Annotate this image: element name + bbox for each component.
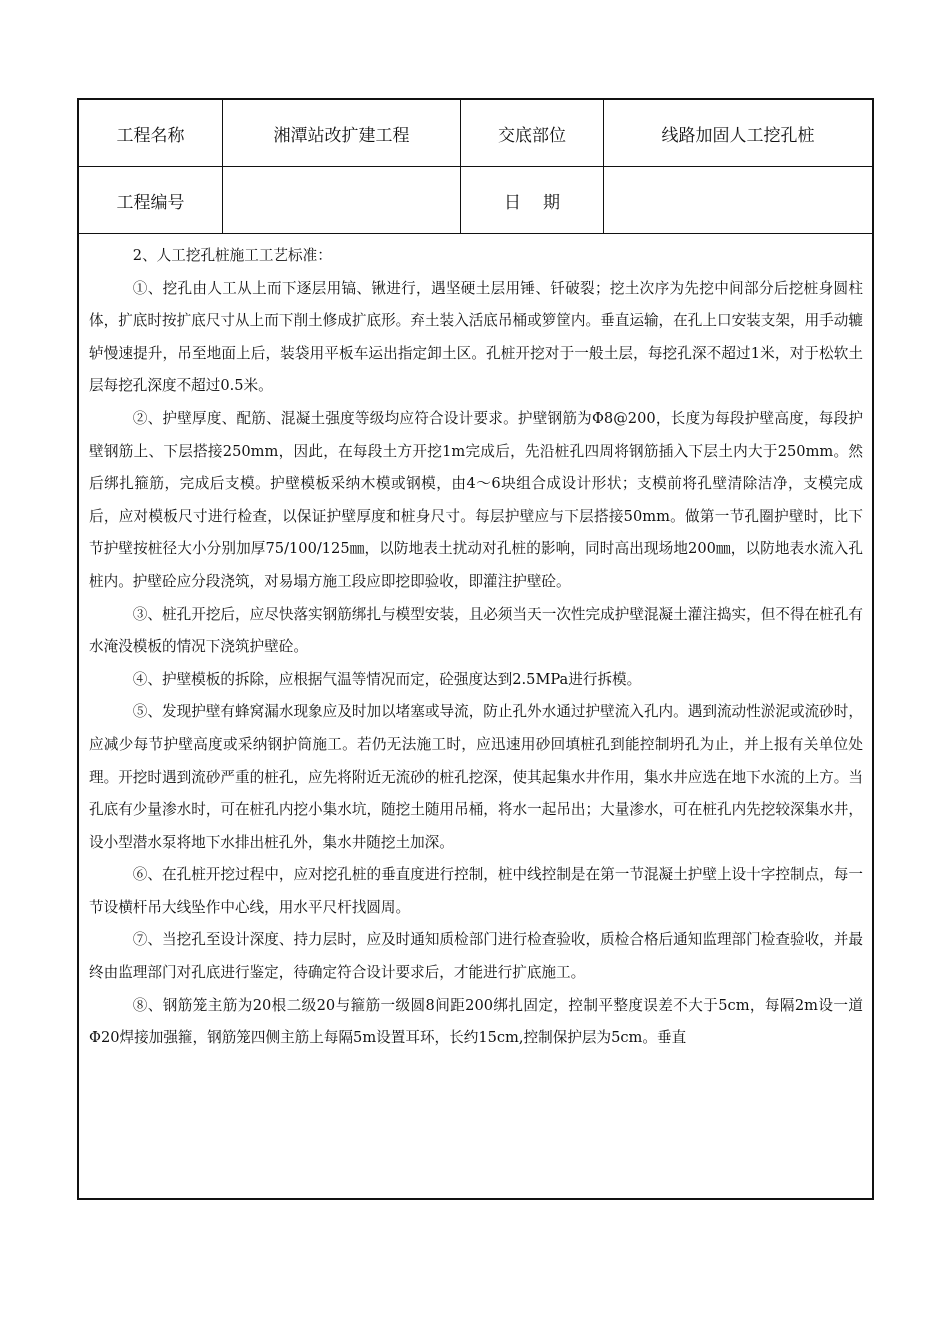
paragraph: ④、护壁模板的拆除，应根据气温等情况而定，砼强度达到2.5MPa进行拆模。 <box>132 670 642 688</box>
project-name-label: 工程名称 <box>79 100 223 166</box>
paragraph: ①、挖孔由人工从上而下逐层用镐、锹进行，遇坚硬土层用锤、钎破裂；挖土次序为先挖中间部分后挖桩身圆柱体，扩底时按扩底尺寸从上而下削土修成扩底形。弃土装入活底吊桶或箩筐内。垂直运输，在孔上口安装支架，用手动辘轳慢速提升，吊至地面上后，装袋用平板车运出指定卸土区。孔桩开挖对于一般土层，每挖孔深不超过1米，对于松软土层每挖孔深度不超过0.5米。 <box>89 279 863 395</box>
paragraph: ⑤、发现护壁有蜂窝漏水现象应及时加以堵塞或导流，防止孔外水通过护壁流入孔内。遇到流动性淤泥或流砂时，应减少每节护壁高度或采纳钢护筒施工。若仍无法施工时，应迅速用砂回填桩孔到能控制坍孔为止，并上报有关单位处理。开挖时遇到流砂严重的桩孔，应先将附近无流砂的桩孔挖深，使其起集水井作用，集水井应选在地下水流的上方。当孔底有少量渗水时，可在桩孔内挖小集水坑，随挖土随用吊桶，将水一起吊出；大量渗水，可在桩孔内先挖较深集水井，设小型潜水泵将地下水排出桩孔外，集水井随挖土加深。 <box>89 703 863 851</box>
position-value: 线路加固人工挖孔桩 <box>661 125 815 146</box>
paragraph: ⑥、在孔桩开挖过程中，应对挖孔桩的垂直度进行控制，桩中线控制是在第一节混凝土护壁上设十字控制点，每一节设横杆吊大线坠作中心线，用水平尺杆找圆周。 <box>89 866 863 916</box>
disclosure-table <box>77 98 874 1200</box>
position-label: 交底部位 <box>461 100 604 166</box>
date-cell <box>461 167 604 233</box>
paragraph: ②、护壁厚度、配筋、混凝土强度等级均应符合设计要求。护壁钢筋为Φ8@200，长度为每段护壁高度，每段护壁钢筋上、下层搭接250mm，因此，在每段土方开挖1m完成后，先沿桩孔四周将钢筋插入下层土内大于250mm。然后绑扎箍筋，完成后支模。护壁模板采纳木模或钢模，由4～6块组合成设计形状；支模前将孔壁清除洁净，支模完成后，应对模板尺寸进行检查，以保证护壁厚度和桩身尺寸。每层护壁应与下层搭接50mm。做第一节孔圈护壁时，比下节护壁按桩径大小分别加厚75/100/125㎜，以防地表土扰动对孔桩的影响，同时高出现场地200㎜，以防地表水流入孔桩内。护壁砼应分段浇筑，对易塌方施工段应即挖即验收，即灌注护壁砼。 <box>89 409 863 590</box>
project-no-value <box>223 167 461 233</box>
header-row-2 <box>79 167 872 234</box>
paragraph: ⑧、钢筋笼主筋为20根二级20与箍筋一级圆8间距200绑扎固定，控制平整度误差不大于5cm，每隔2m设一道Φ20焊接加强箍，钢筋笼四侧主筋上每隔5m设置耳环，长约15cm,控制保护层为5cm。垂直 <box>89 996 863 1047</box>
section-heading: 2、人工挖孔桩施工工艺标准： <box>132 247 332 264</box>
header-row-1 <box>79 100 872 167</box>
paragraph: ⑦、当挖孔至设计深度、持力层时，应及时通知质检部门进行检查验收，质检合格后通知监理部门检查验收，并最终由监理部门对孔底进行鉴定，待确定符合设计要求后，才能进行扩底施工。 <box>89 931 863 982</box>
date-label: 日期 <box>504 192 582 213</box>
project-no-label: 工程编号 <box>79 167 223 233</box>
paragraph: ③、桩孔开挖后，应尽快落实钢筋绑扎与模型安装，且必须当天一次性完成护壁混凝土灌注捣实，但不得在桩孔有水淹没模板的情况下浇筑护壁砼。 <box>89 605 863 656</box>
date-value <box>604 167 872 233</box>
content-body <box>79 234 872 1055</box>
project-name-value: 湘潭站改扩建工程 <box>223 100 461 166</box>
